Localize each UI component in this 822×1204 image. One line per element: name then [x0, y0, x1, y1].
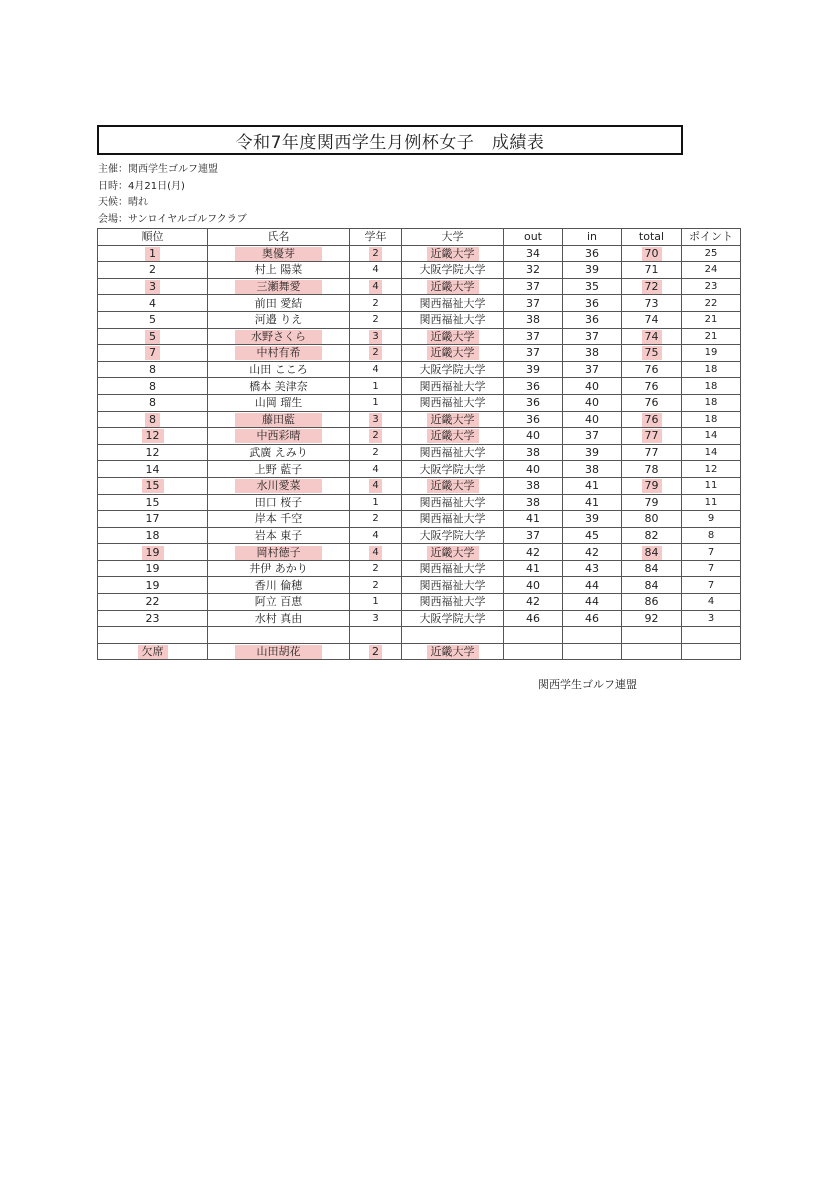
table-row [98, 477, 741, 494]
total-cell [622, 428, 682, 445]
out-cell: 41 [504, 560, 563, 577]
name-value: 藤田藍 [235, 413, 322, 427]
name-cell [208, 345, 350, 362]
absent-univ-cell [402, 643, 504, 660]
total-value: 75 [642, 346, 662, 360]
points-cell: 3 [682, 610, 741, 627]
in-cell: 40 [563, 411, 622, 428]
name-value: 中村有希 [235, 346, 322, 360]
total-value: 76 [642, 413, 662, 427]
university-cell [402, 328, 504, 345]
university-value: 近畿大学 [427, 546, 479, 560]
rank-cell: 5 [98, 311, 208, 328]
total-cell: 71 [622, 262, 682, 279]
university-cell [402, 428, 504, 445]
table-row [98, 278, 741, 295]
table-row [98, 511, 741, 528]
points-cell: 11 [682, 477, 741, 494]
grade-value: 2 [369, 247, 381, 261]
total-value: 79 [642, 479, 662, 493]
total-cell: 76 [622, 378, 682, 395]
rank-cell: 17 [98, 511, 208, 528]
total-cell: 77 [622, 444, 682, 461]
rank-cell: 8 [98, 394, 208, 411]
name-cell: 前田 愛結 [208, 295, 350, 312]
out-cell: 42 [504, 594, 563, 611]
university-cell: 大阪学院大学 [402, 262, 504, 279]
in-cell: 39 [563, 262, 622, 279]
total-cell: 73 [622, 295, 682, 312]
points-cell: 7 [682, 560, 741, 577]
in-cell: 37 [563, 428, 622, 445]
university-value: 近畿大学 [427, 429, 479, 443]
university-value: 近畿大学 [427, 479, 479, 493]
points-cell: 18 [682, 411, 741, 428]
points-cell: 18 [682, 361, 741, 378]
in-cell: 45 [563, 527, 622, 544]
rank-cell [98, 411, 208, 428]
out-cell: 36 [504, 411, 563, 428]
grade-value: 2 [369, 346, 381, 360]
rank-cell: 15 [98, 494, 208, 511]
points-cell: 7 [682, 577, 741, 594]
table-cell [350, 627, 402, 644]
out-cell: 36 [504, 378, 563, 395]
total-cell [622, 278, 682, 295]
university-cell: 大阪学院大学 [402, 361, 504, 378]
points-cell: 24 [682, 262, 741, 279]
university-cell: 関西福祉大学 [402, 494, 504, 511]
in-cell: 39 [563, 444, 622, 461]
name-cell: 田口 桜子 [208, 494, 350, 511]
name-value: 水野さくら [235, 330, 322, 344]
university-cell [402, 245, 504, 262]
in-cell: 35 [563, 278, 622, 295]
total-cell [622, 328, 682, 345]
grade-cell [350, 428, 402, 445]
total-cell: 84 [622, 577, 682, 594]
out-cell: 32 [504, 262, 563, 279]
table-row [98, 461, 741, 478]
table-row [98, 577, 741, 594]
name-value: 岡村徳子 [235, 546, 322, 560]
out-cell: 37 [504, 328, 563, 345]
rank-cell [98, 278, 208, 295]
table-header-row [98, 229, 741, 246]
absent-grade-cell [350, 643, 402, 660]
name-cell [208, 278, 350, 295]
total-cell: 86 [622, 594, 682, 611]
grade-cell: 4 [350, 461, 402, 478]
table-row [98, 594, 741, 611]
table-cell [563, 627, 622, 644]
out-cell: 38 [504, 477, 563, 494]
university-cell [402, 411, 504, 428]
points-cell: 21 [682, 311, 741, 328]
grade-cell: 2 [350, 577, 402, 594]
rank-cell: 22 [98, 594, 208, 611]
name-cell [208, 411, 350, 428]
in-cell: 38 [563, 345, 622, 362]
name-cell: 河邉 りえ [208, 311, 350, 328]
grade-value: 3 [369, 330, 381, 344]
university-cell [402, 477, 504, 494]
table-row [98, 378, 741, 395]
university-cell: 関西福祉大学 [402, 577, 504, 594]
points-cell: 19 [682, 345, 741, 362]
rank-value: 7 [145, 346, 160, 360]
in-cell: 40 [563, 394, 622, 411]
organizer-line: 主催：関西学生ゴルフ連盟 [98, 164, 218, 175]
document-title: 令和7年度関西学生月例杯女子 成績表 [97, 125, 683, 155]
university-cell [402, 345, 504, 362]
header-name: 氏名 [208, 229, 350, 246]
out-cell: 37 [504, 345, 563, 362]
points-cell: 8 [682, 527, 741, 544]
grade-cell: 2 [350, 560, 402, 577]
header-rank: 順位 [98, 229, 208, 246]
table-row [98, 444, 741, 461]
grade-cell: 1 [350, 378, 402, 395]
total-value: 70 [642, 247, 662, 261]
university-value: 近畿大学 [427, 346, 479, 360]
in-cell: 40 [563, 378, 622, 395]
grade-cell: 4 [350, 361, 402, 378]
grade-cell: 2 [350, 295, 402, 312]
out-cell: 40 [504, 461, 563, 478]
rank-value: 5 [145, 330, 160, 344]
points-cell: 12 [682, 461, 741, 478]
table-row [98, 428, 741, 445]
name-value: 水川愛菜 [235, 479, 322, 493]
out-cell: 34 [504, 245, 563, 262]
table-row [98, 494, 741, 511]
weather-line: 天候：晴れ [98, 197, 148, 208]
total-cell: 82 [622, 527, 682, 544]
grade-cell: 1 [350, 394, 402, 411]
header-out: out [504, 229, 563, 246]
in-cell: 36 [563, 245, 622, 262]
absent-name-cell [208, 643, 350, 660]
university-cell: 関西福祉大学 [402, 311, 504, 328]
grade-value: 2 [369, 429, 381, 443]
table-cell [622, 643, 682, 660]
total-cell: 92 [622, 610, 682, 627]
out-cell: 37 [504, 527, 563, 544]
rank-cell: 14 [98, 461, 208, 478]
grade-cell [350, 245, 402, 262]
out-cell: 40 [504, 577, 563, 594]
total-cell [622, 345, 682, 362]
out-cell: 38 [504, 444, 563, 461]
name-cell [208, 428, 350, 445]
rank-value: 19 [142, 546, 164, 560]
header-total: total [622, 229, 682, 246]
university-cell: 関西福祉大学 [402, 594, 504, 611]
rank-cell: 8 [98, 378, 208, 395]
table-cell [682, 627, 741, 644]
university-cell: 大阪学院大学 [402, 461, 504, 478]
table-cell [622, 627, 682, 644]
absent-university: 近畿大学 [427, 645, 479, 659]
name-cell: 山田 こころ [208, 361, 350, 378]
rank-cell: 19 [98, 577, 208, 594]
absent-row [98, 643, 741, 660]
points-cell: 23 [682, 278, 741, 295]
university-value: 近畿大学 [427, 247, 479, 261]
points-cell: 11 [682, 494, 741, 511]
grade-cell: 2 [350, 444, 402, 461]
total-cell: 76 [622, 394, 682, 411]
university-cell [402, 544, 504, 561]
date-line: 日時：4月21日(月) [98, 180, 185, 192]
rank-cell [98, 544, 208, 561]
grade-cell: 4 [350, 262, 402, 279]
table-row [98, 295, 741, 312]
rank-cell [98, 345, 208, 362]
table-cell [208, 627, 350, 644]
name-cell: 香川 倫穂 [208, 577, 350, 594]
rank-cell: 8 [98, 361, 208, 378]
out-cell: 46 [504, 610, 563, 627]
in-cell: 41 [563, 494, 622, 511]
rank-cell: 18 [98, 527, 208, 544]
in-cell: 44 [563, 577, 622, 594]
table-cell [98, 627, 208, 644]
table-row [98, 262, 741, 279]
points-cell: 22 [682, 295, 741, 312]
table-row [98, 411, 741, 428]
rank-cell [98, 245, 208, 262]
total-cell: 79 [622, 494, 682, 511]
total-cell [622, 544, 682, 561]
absent-name: 山田胡花 [235, 645, 322, 659]
table-row [98, 345, 741, 362]
university-cell: 関西福祉大学 [402, 560, 504, 577]
university-cell: 関西福祉大学 [402, 378, 504, 395]
name-cell: 岸本 千空 [208, 511, 350, 528]
blank-row [98, 627, 741, 644]
grade-cell: 1 [350, 494, 402, 511]
university-value: 近畿大学 [427, 413, 479, 427]
table-row [98, 544, 741, 561]
grade-cell [350, 411, 402, 428]
points-cell: 21 [682, 328, 741, 345]
name-value: 中西彩晴 [235, 429, 322, 443]
total-cell: 78 [622, 461, 682, 478]
university-cell: 関西福祉大学 [402, 295, 504, 312]
out-cell: 42 [504, 544, 563, 561]
out-cell: 40 [504, 428, 563, 445]
header-in: in [563, 229, 622, 246]
total-cell: 84 [622, 560, 682, 577]
rank-cell: 2 [98, 262, 208, 279]
out-cell: 39 [504, 361, 563, 378]
rank-value: 1 [145, 247, 160, 261]
footer-organization: 関西学生ゴルフ連盟 [538, 678, 637, 691]
name-value: 三瀬舞愛 [235, 280, 322, 294]
in-cell: 36 [563, 295, 622, 312]
total-cell: 80 [622, 511, 682, 528]
table-row [98, 527, 741, 544]
out-cell: 37 [504, 278, 563, 295]
points-cell: 4 [682, 594, 741, 611]
table-row [98, 610, 741, 627]
total-cell: 74 [622, 311, 682, 328]
university-cell: 関西福祉大学 [402, 444, 504, 461]
rank-cell [98, 328, 208, 345]
table-cell [402, 627, 504, 644]
grade-cell [350, 328, 402, 345]
table-cell [563, 643, 622, 660]
absent-grade: 2 [369, 645, 382, 659]
out-cell: 41 [504, 511, 563, 528]
table-cell [682, 643, 741, 660]
in-cell: 42 [563, 544, 622, 561]
university-cell: 関西福祉大学 [402, 394, 504, 411]
total-value: 74 [642, 330, 662, 344]
rank-cell: 23 [98, 610, 208, 627]
name-cell [208, 245, 350, 262]
in-cell: 44 [563, 594, 622, 611]
points-cell: 14 [682, 428, 741, 445]
university-value: 近畿大学 [427, 330, 479, 344]
header-university: 大学 [402, 229, 504, 246]
rank-cell: 4 [98, 295, 208, 312]
table-row [98, 328, 741, 345]
rank-value: 8 [145, 413, 160, 427]
name-cell: 村上 陽菜 [208, 262, 350, 279]
university-cell: 大阪学院大学 [402, 610, 504, 627]
points-cell: 7 [682, 544, 741, 561]
name-cell [208, 544, 350, 561]
points-cell: 9 [682, 511, 741, 528]
grade-value: 4 [369, 479, 381, 493]
rank-value: 12 [142, 429, 164, 443]
out-cell: 36 [504, 394, 563, 411]
rank-value: 3 [145, 280, 160, 294]
in-cell: 43 [563, 560, 622, 577]
in-cell: 41 [563, 477, 622, 494]
grade-cell: 1 [350, 594, 402, 611]
absent-rank-cell [98, 643, 208, 660]
rank-cell: 19 [98, 560, 208, 577]
grade-value: 4 [369, 280, 381, 294]
header-grade: 学年 [350, 229, 402, 246]
in-cell: 39 [563, 511, 622, 528]
name-cell: 山岡 瑠生 [208, 394, 350, 411]
name-cell [208, 328, 350, 345]
points-cell: 25 [682, 245, 741, 262]
total-cell [622, 477, 682, 494]
results-table [97, 228, 741, 660]
venue-line: 会場：サンロイヤルゴルフクラブ [98, 213, 247, 225]
absent-rank: 欠席 [138, 645, 168, 659]
rank-cell [98, 428, 208, 445]
rank-cell [98, 477, 208, 494]
university-value: 近畿大学 [427, 280, 479, 294]
grade-cell [350, 345, 402, 362]
table-row [98, 311, 741, 328]
university-cell: 関西福祉大学 [402, 511, 504, 528]
out-cell: 38 [504, 311, 563, 328]
in-cell: 37 [563, 361, 622, 378]
name-cell: 井伊 あかり [208, 560, 350, 577]
in-cell: 36 [563, 311, 622, 328]
total-value: 72 [642, 280, 662, 294]
table-cell [504, 643, 563, 660]
rank-value: 15 [142, 479, 164, 493]
out-cell: 37 [504, 295, 563, 312]
grade-cell: 4 [350, 527, 402, 544]
points-cell: 14 [682, 444, 741, 461]
grade-cell [350, 544, 402, 561]
university-cell: 大阪学院大学 [402, 527, 504, 544]
header-points: ポイント [682, 229, 741, 246]
name-cell: 上野 藍子 [208, 461, 350, 478]
name-value: 奥優芽 [235, 247, 322, 261]
name-cell: 武廣 えみり [208, 444, 350, 461]
table-row [98, 394, 741, 411]
grade-value: 4 [369, 546, 381, 560]
name-cell [208, 477, 350, 494]
grade-cell: 3 [350, 610, 402, 627]
total-cell: 76 [622, 361, 682, 378]
table-row [98, 361, 741, 378]
name-cell: 阿立 百恵 [208, 594, 350, 611]
grade-cell [350, 278, 402, 295]
total-value: 77 [642, 429, 662, 443]
total-value: 84 [642, 546, 662, 560]
in-cell: 37 [563, 328, 622, 345]
grade-cell: 2 [350, 511, 402, 528]
in-cell: 46 [563, 610, 622, 627]
university-cell [402, 278, 504, 295]
name-cell: 橋本 美津奈 [208, 378, 350, 395]
table-cell [504, 627, 563, 644]
results-body [98, 245, 741, 627]
grade-cell [350, 477, 402, 494]
out-cell: 38 [504, 494, 563, 511]
grade-value: 3 [369, 413, 381, 427]
table-row [98, 560, 741, 577]
points-cell: 18 [682, 394, 741, 411]
total-cell [622, 245, 682, 262]
in-cell: 38 [563, 461, 622, 478]
total-cell [622, 411, 682, 428]
name-cell: 岩本 東子 [208, 527, 350, 544]
event-info [98, 162, 247, 228]
grade-cell: 2 [350, 311, 402, 328]
points-cell: 18 [682, 378, 741, 395]
table-row [98, 245, 741, 262]
rank-cell: 12 [98, 444, 208, 461]
name-cell: 水村 真由 [208, 610, 350, 627]
